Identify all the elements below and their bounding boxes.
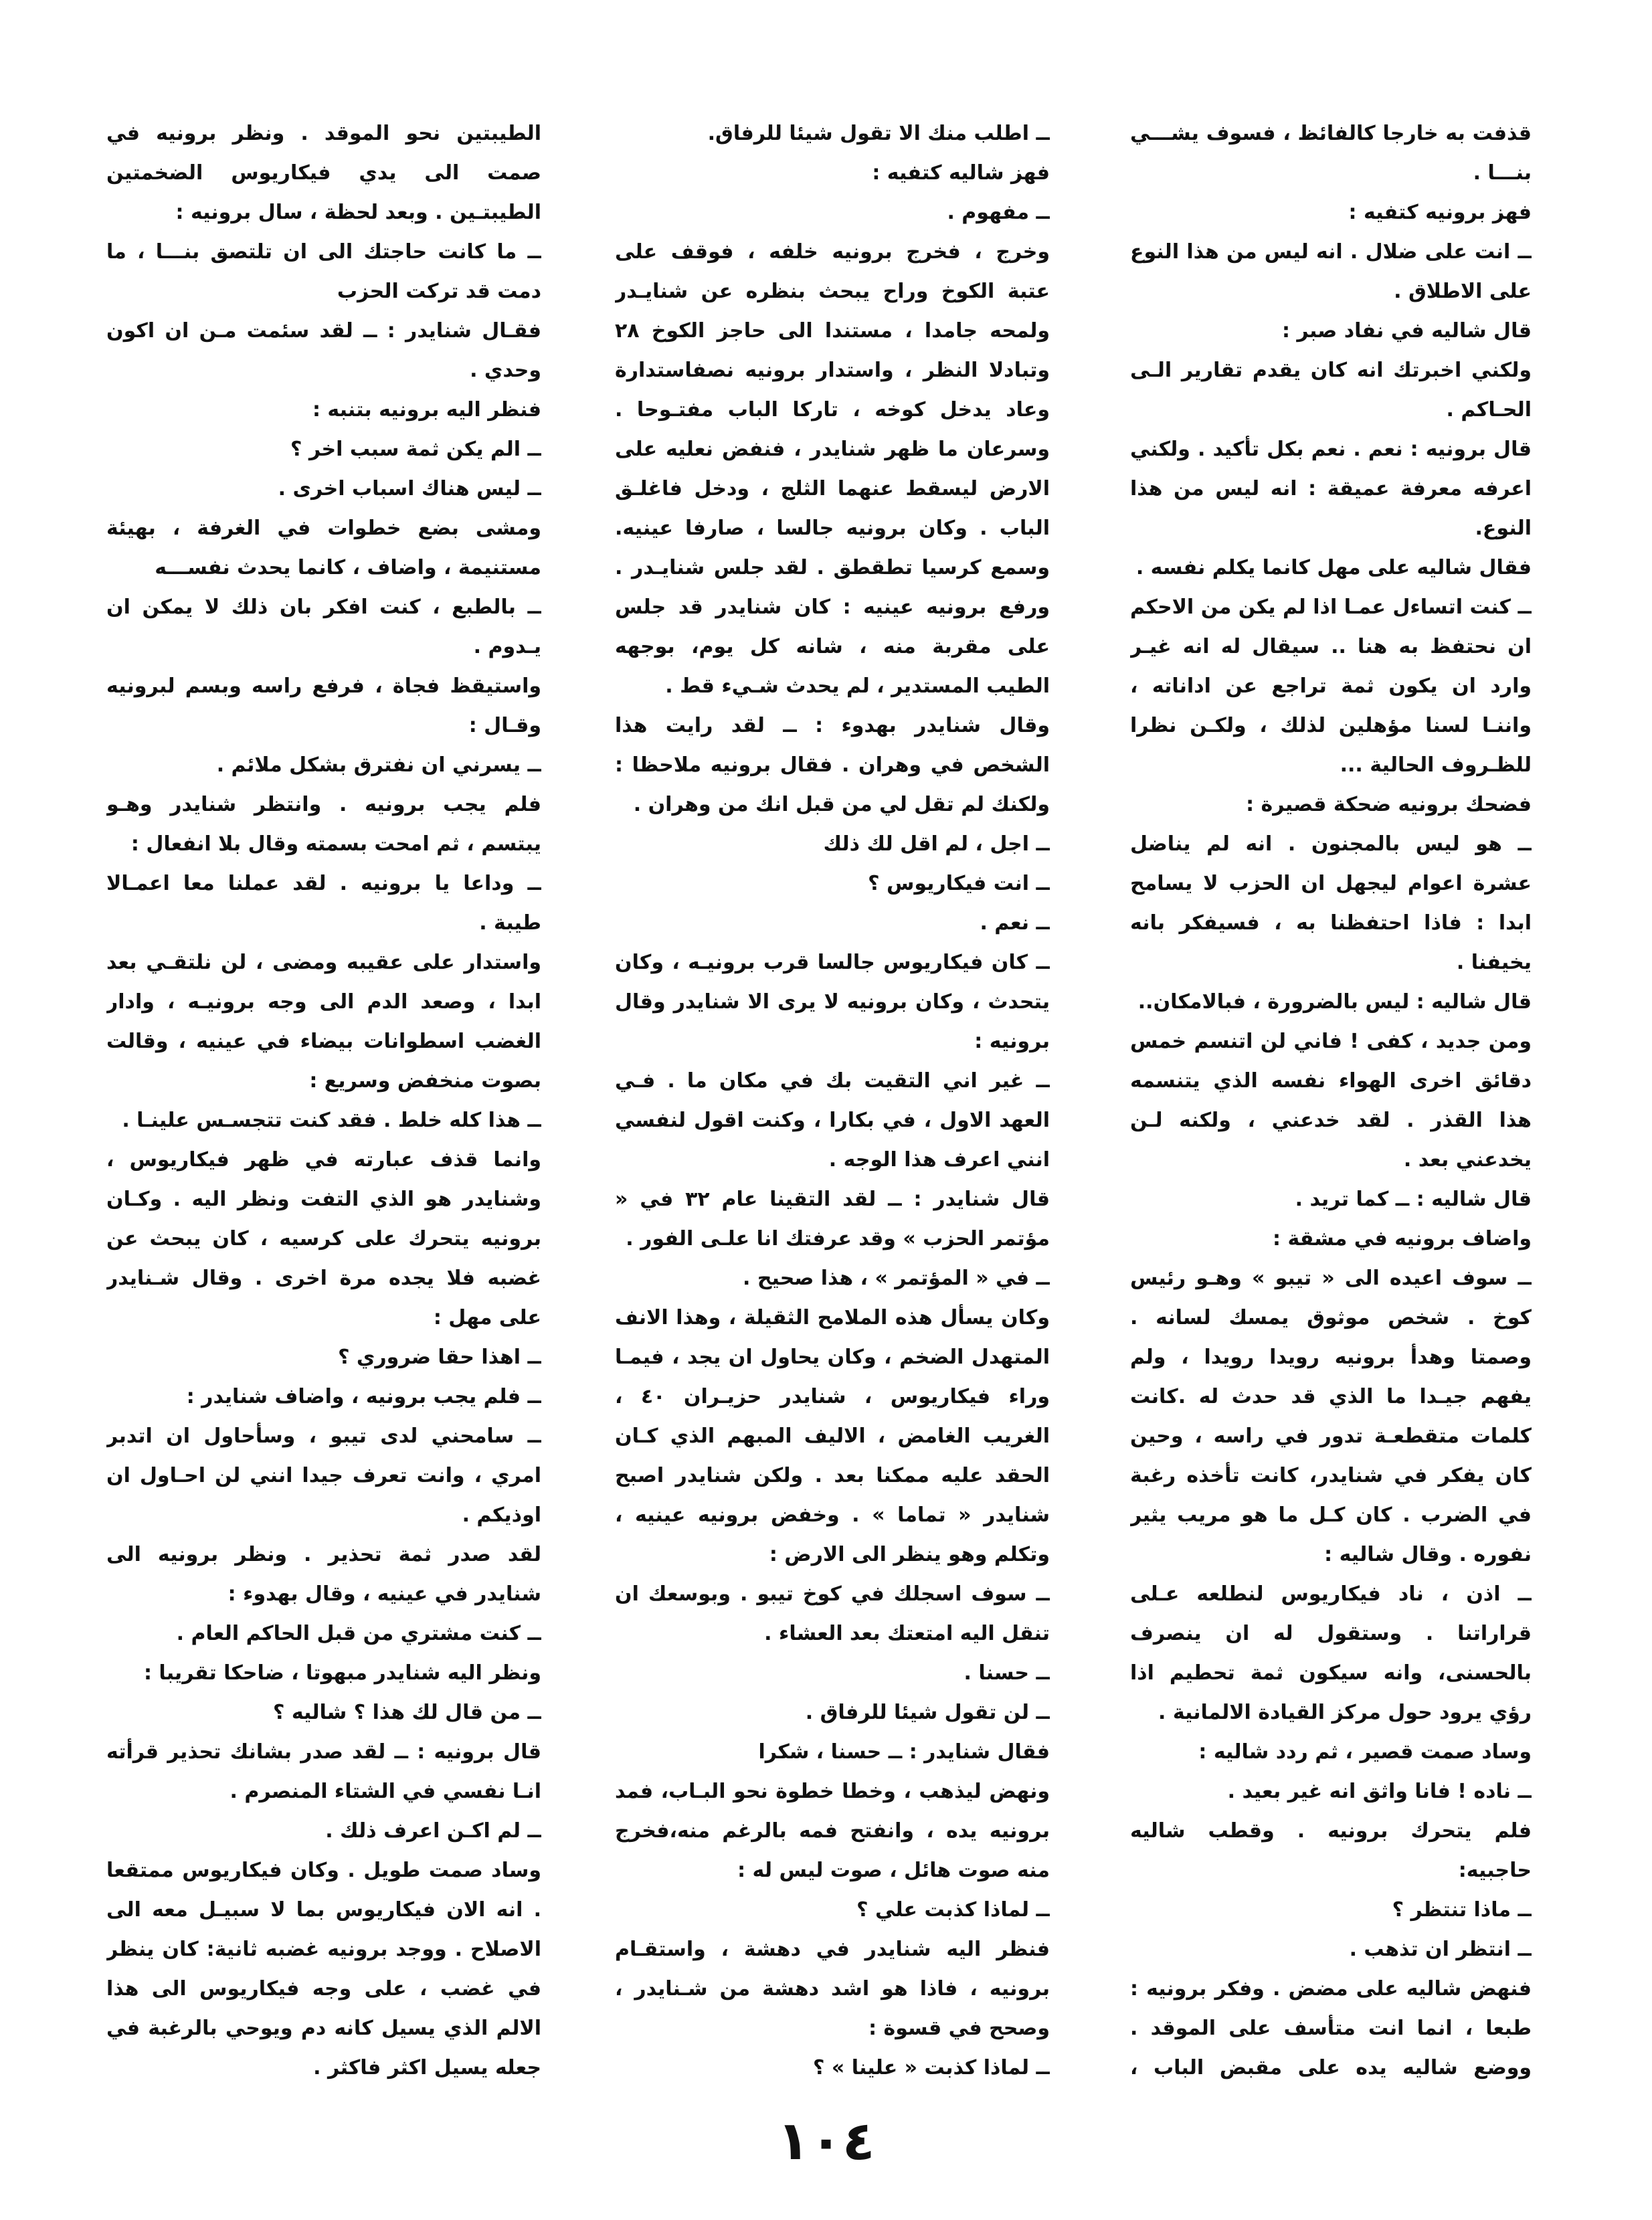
paragraph: ــ الم يكن ثمة سبب اخر ؟ (290, 438, 541, 461)
paragraph: قال شنايدر : ــ لقد التقينا عام ٣٢ في « مؤتمر الحزب » وقد عرفتك انا علـى الفور . (615, 1188, 1050, 1251)
paragraph: ــ يسرني ان نفترق بشكل ملائم . (216, 753, 541, 777)
paragraph: ــ سوف اعيده الى « تيبو » وهـو رئيس كوخ . شخص موثوق يمسك لسانه . وصمتا وهدأ برونيه رويدا رويدا ، ولم يفهم جيـدا ما الذي قد حدث له .كانت كلمات متقطعـة تدور في راسه ، وحين كان يفكر في شنايدر، كانت تأخذه رغبة في الضرب . كان كـل ما هو مريب يثير نفوره . وقال شاليه : (1130, 1267, 1532, 1566)
paragraph: قذفت به خارجا كالفائظ ، فسوف يشـــي بنـــا . (1130, 122, 1532, 185)
paragraph: ــ ناده ! فانا واثق انه غير بعيد . (1227, 1780, 1532, 1803)
paragraph: واستدار على عقيبه ومضى ، لن نلتقـي بعد ابدا ، وصعد الدم الى وجه برونيـه ، وادار الغضب اسطوانات بيضاء في عينيه ، وقالت بصوت منخفض وسريع : (106, 951, 541, 1093)
paragraph: فقال شاليه على مهل كانما يكلم نفسه . (1135, 556, 1532, 579)
paragraph: فلم يتحرك برونيه . وقطب شاليه حاجبيه: (1130, 1819, 1532, 1882)
paragraph: ــ لم اكـن اعرف ذلك . (325, 1819, 541, 1843)
paragraph: ــ فلم يجب برونيه ، واضاف شنايدر : (186, 1385, 541, 1408)
paragraph: وساد صمت قصير ، ثم ردد شاليه : (1198, 1740, 1532, 1764)
paragraph: ــ انتظر ان تذهب . (1349, 1938, 1532, 1961)
paragraph: ــ في « المؤتمر » ، هذا صحيح . (742, 1267, 1050, 1290)
page-number: ١٠٤ (777, 2110, 875, 2172)
paragraph: فهز شاليه كتفيه : (872, 161, 1050, 185)
paragraph: ونظر اليه شنايدر مبهوتا ، ضاحكا تقريبا : (143, 1661, 541, 1685)
paragraph: ــ ليس هناك اسباب اخرى . (278, 477, 541, 500)
paragraph: ــ كنت مشتري من قبل الحاكم العام . (176, 1622, 541, 1645)
paragraph: قال شاليه في نفاد صبر : (1281, 319, 1532, 343)
paragraph: ــ اذن ، ناد فيكاريوس لنطلعه عـلى قراراتنا . وستقول له ان ينصرف بالحسنى، وانه سيكون ثمة تحطيم اذا رؤي يرود حول مركز القيادة الالمانية . (1130, 1582, 1532, 1724)
paragraph: ومشى بضع خطوات في الغرفة ، بهيئة مستنيمة ، واضاف ، كانما يحدث نفســـه (106, 517, 541, 579)
paragraph: وكان يسأل هذه الملامح الثقيلة ، وهذا الانف المتهدل الضخم ، وكان يحاول ان يجد ، فيمـا وراء فيكاريوس ، شنايدر حزيـران ٤٠ ، الغريب الغامض ، الاليف المبهم الذي كـان الحقد عليه ممكنا بعد . ولكن شنايدر اصبح شنايدر « تماما » . وخفض برونيه عينيه ، وتكلم وهو ينظر الى الارض : (615, 1306, 1050, 1566)
paragraph: ــ من قال لك هذا ؟ شاليه ؟ (272, 1701, 541, 1724)
paragraph: ــ هو ليس بالمجنون . انه لم يناضل عشرة اعوام ليجهل ان الحزب لا يسامح ابدا : فاذا احتفظنا به ، فسيفكر بانه يخيفنا . (1130, 832, 1532, 974)
paragraph: ــ غير اني التقيت بك في مكان ما . فـي العهد الاول ، في بكارا ، وكنت اقول لنفسي انني اعرف هذا الوجه . (615, 1069, 1050, 1172)
paragraph: ــ ماذا تنتظر ؟ (1392, 1898, 1532, 1922)
paragraph: واضاف برونيه في مشقة : (1273, 1227, 1532, 1251)
paragraph: فنهض شاليه على مضض . وفكر برونيه : طبعا ، انما انت متأسف على الموقد . ووضع شاليه يده على مقبض الباب ، (1130, 1977, 1532, 2079)
paragraph: الطيبتين نحو الموقد . ونظر برونيه في صمت الى يدي فيكاريوس الضخمتين الطيبتـين . وبعد لحظة ، سال برونيه : (106, 122, 541, 224)
paragraph: ــ لماذا كذبت علي ؟ (856, 1898, 1050, 1922)
paragraph: واستيقظ فجاة ، فرفع راسه وبسم لبرونيه وقـال : (106, 674, 541, 737)
paragraph: ــ سوف اسجلك في كوخ تيبو . وبوسعك ان تنقل اليه امتعتك بعد العشاء . (615, 1582, 1050, 1645)
text-column-right (1130, 114, 1532, 2088)
text-column-middle (615, 114, 1050, 2088)
paragraph: قال شاليه : ــ كما تريد . (1295, 1188, 1532, 1211)
paragraph: قال شاليه : ليس بالضرورة ، فبالامكان.. (1137, 990, 1532, 1014)
paragraph: فضحك برونيه ضحكة قصيرة : (1246, 793, 1532, 816)
paragraph: وانما قذف عبارته في ظهر فيكاريوس ، وشنايدر هو الذي التفت ونظر اليه . وكـان برونيه يتحرك على كرسيه ، كان يبحث عن غضبه فلا يجده مرة اخرى . وقال شـنايدر على مهل : (106, 1148, 541, 1329)
paragraph: فنظر اليه برونيه بتنبه : (312, 398, 541, 422)
paragraph: فنظر اليه شنايدر في دهشة ، واستقـام برونيه ، فاذا هو اشد دهشة من شـنايدر ، وصحح في قسوة : (615, 1938, 1050, 2040)
paragraph: ونهض ليذهب ، وخطا خطوة نحو البـاب، فمد برونيه يده ، وانفتح فمه بالرغم منه،فخرج منه صوت هائل ، صوت ليس له : (615, 1780, 1050, 1882)
paragraph: فهز برونيه كتفيه : (1348, 201, 1532, 224)
paragraph: فقـال شنايدر : ــ لقد سئمت مـن ان اكون وحدي . (106, 319, 541, 382)
paragraph: ــ اجل ، لم اقل لك ذلك (823, 832, 1050, 856)
text-column-left (106, 114, 541, 2088)
paragraph: فلم يجب برونيه . وانتظر شنايدر وهـو يبتسم ، ثم امحت بسمته وقال بلا انفعال : (106, 793, 541, 856)
paragraph: ــ انت فيكاريوس ؟ (868, 872, 1050, 895)
paragraph: ــ اطلب منك الا تقول شيئا للرفاق. (707, 122, 1050, 145)
paragraph: ــ وداعا يا برونيه . لقد عملنا معا اعمـالا طيبة . (106, 872, 541, 935)
paragraph: ــ لماذا كذبت « علينا » ؟ (813, 2056, 1050, 2079)
paragraph: ــ كنت اتساءل عمـا اذا لم يكن من الاحكم ان نحتفظ به هنا .. سيقال له انه غيـر وارد ان يكون ثمة تراجع عن اداناته ، واننـا لسنا مؤهلين لذلك ، ولكـن نظرا للظـروف الحالية ... (1130, 595, 1532, 777)
paragraph: وساد صمت طويل . وكان فيكاريوس ممتقعا . انه الان فيكاريوس بما لا سبيـل معه الى الاصلاح . ووجد برونيه غضبه ثانية: كان ينظر في غضب ، على وجه فيكاريوس الى هذا الالم الذي يسيل كانه دم ويوحي بالرغبة في جعله يسيل اكثر فاكثر . (106, 1859, 541, 2079)
paragraph: ــ اهذا حقا ضروري ؟ (338, 1346, 541, 1369)
paragraph: ــ كان فيكاريوس جالسا قرب برونيـه ، وكان يتحدث ، وكان برونيه لا يرى الا شنايدر وقال برونيه : (615, 951, 1050, 1053)
paragraph: ومن جديد ، كفى ! فاني لن اتنسم خمس دقائق اخرى الهواء نفسه الذي يتنسمه هذا القذر . لقد خدعني ، ولكنه لـن يخدعني بعد . (1130, 1030, 1532, 1172)
paragraph: ــ سامحني لدى تيبو ، وسأحاول ان اتدبر امري ، وانت تعرف جيدا انني لن احـاول ان اوذيكم . (106, 1424, 541, 1527)
paragraph: ــ لن تقول شيئا للرفاق . (805, 1701, 1050, 1724)
paragraph: ــ نعم . (980, 911, 1050, 935)
paragraph: ــ هذا كله خلط . فقد كنت تتجسـس علينـا . (122, 1109, 541, 1132)
paragraph: فقال شنايدر : ــ حسنا ، شكرا (758, 1740, 1050, 1764)
paragraph: ــ حسنا . (963, 1661, 1050, 1685)
paragraph: قال برونيه : ــ لقد صدر بشانك تحذير قرأته انـا نفسي في الشتاء المنصرم . (106, 1740, 541, 1803)
paragraph: ولكني اخبرتك انه كان يقدم تقارير الـى الحـاكم . (1130, 359, 1532, 422)
paragraph: ــ انت على ضلال . انه ليس من هذا النوع على الاطلاق . (1130, 240, 1532, 303)
paragraph: قال برونيه : نعم . نعم بكل تأكيد . ولكني اعرفه معرفة عميقة : انه ليس من هذا النوع. (1130, 438, 1532, 540)
paragraph: ــ مفهوم . (947, 201, 1050, 224)
paragraph: لقد صدر ثمة تحذير . ونظر برونيه الى شنايدر في عينيه ، وقال بهدوء : (106, 1543, 541, 1606)
paragraph: ــ ما كانت حاجتك الى ان تلتصق بنـــا ، ما دمت قد تركت الحزب (106, 240, 541, 303)
paragraph: وخرج ، فخرج برونيه خلفه ، فوقف على عتبة الكوخ وراح يبحث بنظره عن شنايـدر ولمحه جامدا ، مستندا الى حاجز الكوخ ٢٨ وتبادلا النظر ، واستدار برونيه نصفاستدارة وعاد يدخل كوخه ، تاركا الباب مفتـوحا . وسرعان ما ظهر شنايدر ، فنفض نعليه على الارض ليسقط عنهما الثلج ، ودخل فاغلـق الباب . وكان برونيه جالسا ، صارفا عينيه. وسمع كرسيا تطقطق . لقد جلس شنايـدر . ورفع برونيه عينيه : كان شنايدر قد جلس على مقربة منه ، شانه كل يوم، بوجهه الطيب المستدير ، لم يحدث شـيء قط . (615, 240, 1050, 698)
paragraph: وقال شنايدر بهدوء : ــ لقد رايت هذا الشخص في وهران . فقال برونيه ملاحظا : ولكنك لم تقل لي من قبل انك من وهران . (615, 714, 1050, 816)
paragraph: ــ بالطبع ، كنت افكر بان ذلك لا يمكن ان يـدوم . (106, 595, 541, 658)
